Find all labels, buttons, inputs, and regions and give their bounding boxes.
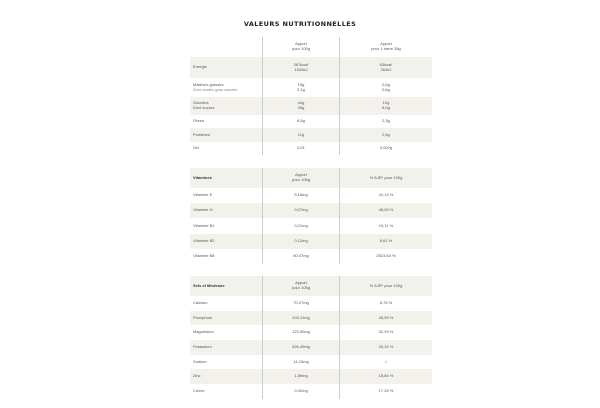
row-value-a: 0,21mg [263,218,340,233]
table-row [190,234,432,249]
header-cell [190,37,263,57]
row-label: Potassium [190,340,263,355]
row-label: Vitamine E [193,192,213,198]
header-cell: Apport pour 1 barre 28g [340,37,433,57]
table-header [190,168,432,188]
row-value-b: 17,26 % [340,384,433,399]
table-row [190,340,432,355]
table-row [190,311,432,326]
table-header [190,37,432,57]
row-label: Phosphore [190,311,263,326]
table-row [190,97,432,115]
page-title: VALEURS NUTRITIONNELLES [243,20,357,28]
table-row [190,384,432,399]
row-label: Matières grasses Dont acides gras saturés [190,78,263,97]
row-value-b: 8,61 % [340,234,433,249]
table-row [190,369,432,384]
row-label: Fibres [193,118,205,124]
row-value-b: 8,76 % [340,296,433,311]
row-label: Vitamine H [190,203,263,218]
table-header [190,276,432,296]
row-label: Cuivre [193,388,205,394]
table-row [190,249,432,264]
row-value-a: 11g [263,128,340,141]
row-value-b: 12g 8,0g [340,97,433,115]
row-value-b: 2,8g [340,128,433,141]
row-value-b: 41,13 % [340,188,433,203]
row-value-a: 1,89mg [263,369,340,384]
header-cell: % AJR* pour 100g [340,276,433,296]
row-label: Glucides Dont sucres [190,97,263,115]
table-row [190,78,432,97]
nutrition-table [190,37,432,155]
table-row [190,218,432,233]
table-row [190,203,432,218]
row-label: Vitamine B1 [193,222,215,228]
row-value-a: 123,50mg [263,325,340,340]
row-value-b: 18,86 % [340,369,433,384]
row-label: Calcium [193,299,208,305]
table-row [190,115,432,128]
row-value-b: 48,00 % [340,203,433,218]
row-sublabel: Dont acides gras saturés [193,86,238,92]
row-value-a: 0,07mg [263,203,340,218]
table-row [190,57,432,78]
header-cell: Apport pour 100g [263,37,340,57]
row-value-a: 5,18mg [263,188,340,203]
vitamins-table [190,168,432,264]
row-label: Sodium [193,358,207,364]
row-label: Vitamine B8 [193,252,215,258]
minerals-table [190,276,432,399]
row-value-b: 19,11 % [340,218,433,233]
row-label: Magnésium [193,329,214,335]
row-value-a: 200,11mg [263,311,340,326]
table-row [190,142,432,155]
row-value-b: 63kcal/ 264kJ [340,57,433,78]
row-label: Energie [190,57,263,78]
header-cell: Vitamines [190,168,263,188]
row-value-b: 0,6g 0,6g [340,78,433,97]
row-value-a: 367kcal/ 1535kJ [263,57,340,78]
table-row [190,355,432,370]
row-value-a: 526,49mg [263,340,340,355]
header-cell: % AJR* pour 100g [340,168,433,188]
header-cell: Sels et Minéraux [190,276,263,296]
row-value-b: / [340,355,433,370]
table-row [190,128,432,141]
table-row [190,188,432,203]
row-value-b: 32,93 % [340,325,433,340]
header-cell: Apport pour 106g [263,276,340,296]
table-row [190,325,432,340]
row-value-b: 0,002g [340,142,433,155]
row-value-b: 28,59 % [340,311,433,326]
row-label: Protéines [190,128,263,141]
row-value-b: 2523,64 % [340,249,433,264]
row-value-a: 0,01 [263,142,340,155]
table-row [190,296,432,311]
row-value-a: 14,15mg [263,355,340,370]
row-label: Vitamine B2 [190,234,263,249]
row-value-a: 60,47mg [263,249,340,264]
row-value-a: 15g 2,1g [263,78,340,97]
row-value-b: 26,32 % [340,340,433,355]
row-value-a: 8,5g [263,115,340,128]
row-label: Zinc [190,369,263,384]
header-cell: Apport pour 106g [263,168,340,188]
row-value-b: 2,3g [340,115,433,128]
row-value-a: 44g 28g [263,97,340,115]
row-value-a: 0,42mg [263,384,340,399]
row-value-a: 70,07mg [263,296,340,311]
row-value-a: 0,12mg [263,234,340,249]
row-label: Sel [193,145,199,151]
